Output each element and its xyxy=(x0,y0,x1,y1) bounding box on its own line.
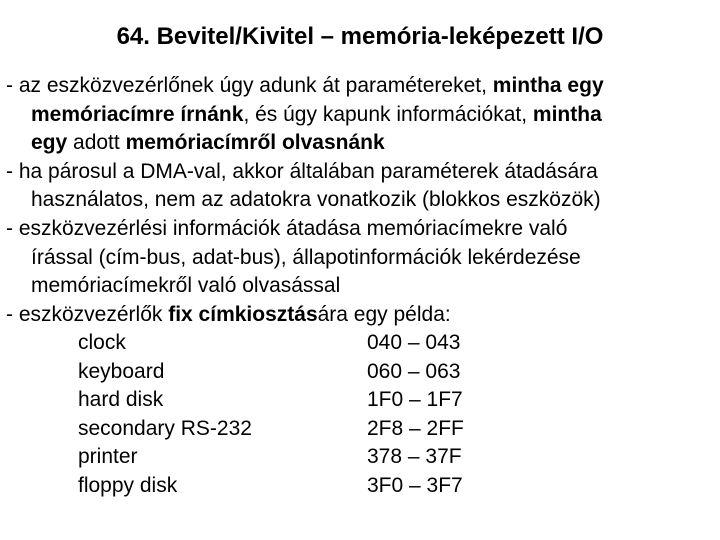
text-segment: ára egy példa: xyxy=(317,302,451,326)
table-row xyxy=(0,358,720,387)
text-segment: , és úgy kapunk információkat, xyxy=(243,102,533,126)
text-segment: - eszközvezérlési információk átadása memóriacímekre való xyxy=(6,216,568,240)
address-range: 2F8 – 2FF xyxy=(367,416,464,440)
bold-text: fix címkiosztás xyxy=(168,302,318,326)
bullet-line xyxy=(6,158,716,187)
bullet-line xyxy=(6,272,716,301)
slide-title: 64. Bevitel/Kivitel – memória-leképezett I/O xyxy=(116,23,604,50)
bullet-line xyxy=(6,244,716,273)
device-name: secondary RS-232 xyxy=(78,416,252,440)
address-range: 3F0 – 3F7 xyxy=(367,473,463,497)
table-row xyxy=(0,443,720,472)
device-name: keyboard xyxy=(78,359,165,383)
bullet-line xyxy=(6,72,716,101)
bullet-line xyxy=(6,186,716,215)
bold-text: memóriacímről olvasnánk xyxy=(125,131,385,155)
bold-text: egy xyxy=(31,131,68,155)
table-row xyxy=(0,472,720,501)
bullet-list xyxy=(6,72,716,329)
bold-text: mintha egy xyxy=(492,74,604,97)
device-name: floppy disk xyxy=(78,473,178,497)
text-segment: - eszközvezérlők xyxy=(6,302,169,326)
bullet-line xyxy=(6,215,716,244)
device-name: clock xyxy=(78,331,126,354)
address-range: 1F0 – 1F7 xyxy=(367,388,463,412)
address-table xyxy=(0,329,720,501)
bullet-line xyxy=(6,301,716,330)
text-segment: adott xyxy=(67,131,126,155)
text-segment: memóriacímekről való olvasással xyxy=(31,274,341,298)
table-row xyxy=(0,386,720,415)
text-segment: - ha párosul a DMA-val, akkor általában paraméterek átadására xyxy=(6,159,598,183)
bullet-line xyxy=(6,101,716,130)
table-row xyxy=(0,415,720,444)
text-segment: írással (cím-bus, adat-bus), állapotinformációk lekérdezése xyxy=(31,245,581,269)
table-row xyxy=(0,329,720,358)
text-segment: használatos, nem az adatokra vonatkozik (blokkos eszközök) xyxy=(31,188,601,212)
bullet-line xyxy=(6,129,716,158)
text-segment: - az eszközvezérlőnek úgy adunk át paramétereket, xyxy=(6,74,493,97)
bold-text: mintha xyxy=(532,102,602,126)
address-range: 040 – 043 xyxy=(367,331,461,354)
address-range: 378 – 37F xyxy=(367,445,462,469)
address-range: 060 – 063 xyxy=(367,359,461,383)
device-name: hard disk xyxy=(78,388,164,412)
bold-text: memóriacímre írnánk xyxy=(31,102,244,126)
device-name: printer xyxy=(78,445,138,469)
